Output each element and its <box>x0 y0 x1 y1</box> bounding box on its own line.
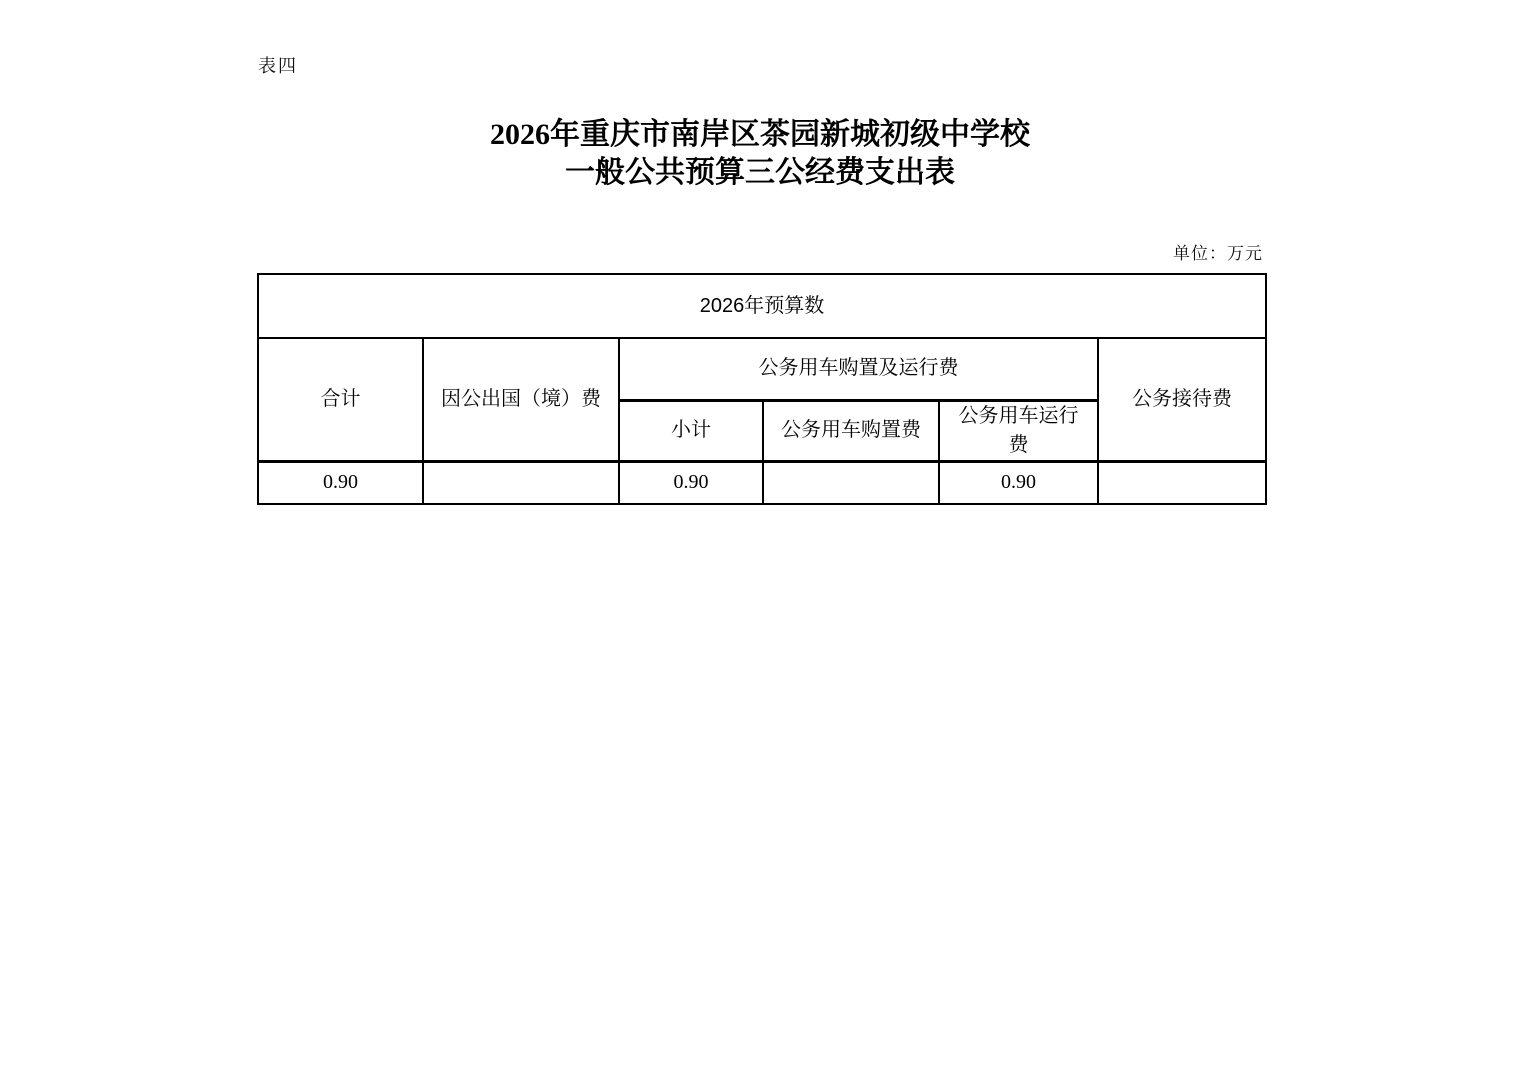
header-vehicle-operation-cell: 公务用车运行费 <box>939 400 1098 461</box>
title-line-2: 一般公共预算三公经费支出表 <box>565 156 955 189</box>
data-cell-reception <box>1098 461 1266 504</box>
header-vehicle-group-cell: 公务用车购置及运行费 <box>619 338 1098 400</box>
data-cell-vehicle-subtotal: 0.90 <box>619 461 763 504</box>
header-reception-cell: 公务接待费 <box>1098 338 1266 461</box>
header-vehicle-subtotal-cell: 小计 <box>619 400 763 461</box>
header-vehicle-purchase-cell: 公务用车购置费 <box>763 400 939 461</box>
unit-note: 单位：万元 <box>1173 244 1263 264</box>
budget-table <box>257 273 1267 505</box>
header-abroad-cell: 因公出国（境）费 <box>423 338 619 461</box>
table-row <box>258 461 1266 504</box>
data-cell-abroad <box>423 461 619 504</box>
year-header-cell: 2026年预算数 <box>258 274 1266 338</box>
table-label: 表四 <box>258 56 298 77</box>
data-cell-vehicle-operation: 0.90 <box>939 461 1098 504</box>
title-line-1: 2026年重庆市南岸区茶园新城初级中学校 <box>490 118 1030 151</box>
data-cell-total: 0.90 <box>258 461 423 504</box>
data-cell-vehicle-purchase <box>763 461 939 504</box>
document-title <box>0 116 1520 192</box>
header-total-cell: 合计 <box>258 338 423 461</box>
